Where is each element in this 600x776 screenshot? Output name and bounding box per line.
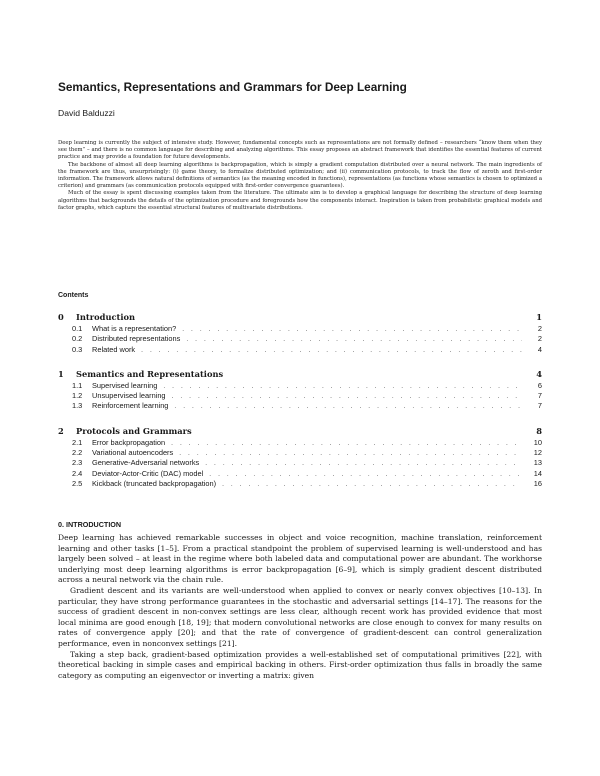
toc-number: 2.5: [72, 478, 83, 488]
toc-title: Distributed representations: [92, 334, 181, 344]
toc-entry-subsection[interactable]: [58, 391, 542, 401]
toc-entry-subsection[interactable]: [58, 479, 542, 489]
toc-leader: [171, 440, 522, 447]
toc-title: Supervised learning: [92, 380, 158, 390]
toc-page-number: 4: [537, 344, 542, 354]
toc-leader: [222, 481, 522, 488]
toc-entry-subsection[interactable]: [58, 438, 542, 448]
toc-leader: [141, 347, 522, 354]
contents-heading: Contents: [58, 292, 89, 299]
toc-page-number: 1: [536, 312, 542, 322]
toc-page-number: 4: [536, 368, 542, 379]
toc-title: Deviator-Actor-Critic (DAC) model: [92, 468, 204, 478]
toc-title: Variational autoencoders: [92, 448, 174, 458]
toc-page-number: 16: [533, 478, 542, 488]
toc-leader: [186, 336, 522, 343]
toc-number: 2.1: [72, 437, 83, 447]
toc-number: 0.2: [72, 334, 83, 344]
toc-page-number: 13: [533, 458, 542, 468]
toc-number: 0.1: [72, 324, 83, 333]
toc-page-number: 8: [536, 425, 542, 436]
toc-page-number: 14: [533, 468, 542, 478]
toc-number: 2.2: [72, 448, 83, 458]
toc-entry-section[interactable]: [58, 426, 542, 438]
toc-title: What is a representation?: [92, 324, 177, 333]
toc-title: Semantics and Representations: [76, 368, 224, 379]
body-paragraph: Deep learning has achieved remarkable successes in object and voice recognition, machine translation, reinforcement learning and other tasks [1–5]. From a practical standpoint the problem of supervised learning is well-understood and has largely been solved – at least in the regime where both labeled data and computational power are abundant. The workhorse underlying most deep learning algorithms is error backpropagation [6–9], which is simply gradient descent distributed across a neural network via the chain rule.: [58, 533, 542, 585]
toc-section: [58, 369, 542, 412]
toc-entry-subsection[interactable]: [58, 448, 542, 458]
toc-title: Error backpropagation: [92, 437, 166, 447]
toc-page-number: 2: [537, 324, 542, 333]
toc-title: Kickback (truncated backpropagation): [92, 478, 217, 488]
toc-entry-subsection[interactable]: [58, 401, 542, 411]
table-of-contents: [58, 312, 542, 503]
toc-entry-subsection[interactable]: [58, 334, 542, 344]
toc-number: 1.2: [72, 391, 83, 401]
toc-title: Generative-Adversarial networks: [92, 458, 200, 468]
toc-title: Introduction: [76, 312, 136, 322]
section-heading: 0. INTRODUCTION: [58, 520, 122, 529]
toc-number: 2.4: [72, 468, 83, 478]
toc-leader: [179, 450, 522, 457]
body-paragraph: Taking a step back, gradient-based optimization provides a well-established set of computational primitives [22], with theoretical backing in simple cases and empirical backing in others. First-order optimization thus falls in broadly the same category as computing an eigenvector or inverting a matrix: given: [58, 649, 542, 680]
toc-title: Protocols and Grammars: [76, 425, 192, 436]
toc-number: 2: [58, 425, 64, 436]
paper-title: Semantics, Representations and Grammars for Deep Learning: [58, 80, 407, 94]
toc-number: 1.1: [72, 380, 83, 390]
toc-number: 1.3: [72, 401, 83, 411]
toc-page-number: 10: [533, 437, 542, 447]
abstract: [58, 140, 542, 212]
toc-title: Reinforcement learning: [92, 401, 169, 411]
toc-leader: [172, 393, 522, 400]
toc-title: Related work: [92, 344, 136, 354]
body-text: [58, 533, 542, 681]
toc-section: [58, 426, 542, 489]
toc-number: 1: [58, 368, 64, 379]
toc-number: 0.3: [72, 344, 83, 354]
toc-entry-subsection[interactable]: [58, 324, 542, 334]
toc-entry-section[interactable]: [58, 312, 542, 324]
toc-entry-subsection[interactable]: [58, 345, 542, 355]
toc-leader: [209, 471, 522, 478]
toc-section: [58, 312, 542, 355]
paper-author: David Balduzzi: [58, 108, 115, 118]
toc-title: Unsupervised learning: [92, 391, 166, 401]
toc-leader: [174, 403, 522, 410]
toc-number: 2.3: [72, 458, 83, 468]
abstract-paragraph: Deep learning is currently the subject of intensive study. However, fundamental concepts such as representations are not formally defined – researchers “know them when they see them” – and there is no common language for describing and analyzing algorithms. This essay proposes an abstract framework that identifies the essential features of current practice and may provide a foundation for future developments.: [58, 140, 542, 161]
toc-number: 0: [58, 312, 64, 322]
toc-page-number: 7: [537, 401, 542, 411]
body-paragraph: Gradient descent and its variants are well-understood when applied to convex or nearly convex objectives [10–13]. In particular, they have strong performance guarantees in the stochastic and adversarial settings [14–17]. The reasons for the success of gradient descent in non-convex settings are less clear, although recent work has provided evidence that most local minima are good enough [18, 19]; that modern convolutional networks are close enough to convex for many results on rates of convergence apply [20]; and that the rate of convergence of gradient-descent can control generalization performance, even in nonconvex settings [21].: [58, 585, 542, 648]
toc-leader: [163, 383, 522, 390]
abstract-paragraph: The backbone of almost all deep learning algorithms is backpropagation, which is simply a gradient computation distributed over a neural network. The main ingredients of the framework are thus, unsurprisingly: (i) game theory, to formalize distributed optimization; and (ii) communication protocols, to track the flow of zeroth and first-order information. The framework allows natural definitions of semantics (as the meaning encoded in functions), representations (as functions whose semantics is chosen to optimized a criterion) and grammars (as communication protocols equipped with first-order convergence guarantees).: [58, 161, 542, 190]
toc-page-number: 6: [537, 380, 542, 390]
toc-entry-subsection[interactable]: [58, 381, 542, 391]
toc-page-number: 12: [533, 448, 542, 458]
toc-leader: [182, 326, 522, 333]
toc-page-number: 7: [537, 391, 542, 401]
toc-page-number: 2: [537, 334, 542, 344]
toc-entry-subsection[interactable]: [58, 469, 542, 479]
toc-entry-section[interactable]: [58, 369, 542, 381]
abstract-paragraph: Much of the essay is spent discussing examples taken from the literature. The ultimate aim is to develop a graphical language for describing the structure of deep learning algorithms that backgrounds the details of the optimization procedure and foregrounds how the components interact. Inspiration is taken from probabilistic graphical models and factor graphs, which capture the essential structural features of multivariate distributions.: [58, 190, 542, 211]
toc-leader: [205, 460, 522, 467]
toc-entry-subsection[interactable]: [58, 458, 542, 468]
